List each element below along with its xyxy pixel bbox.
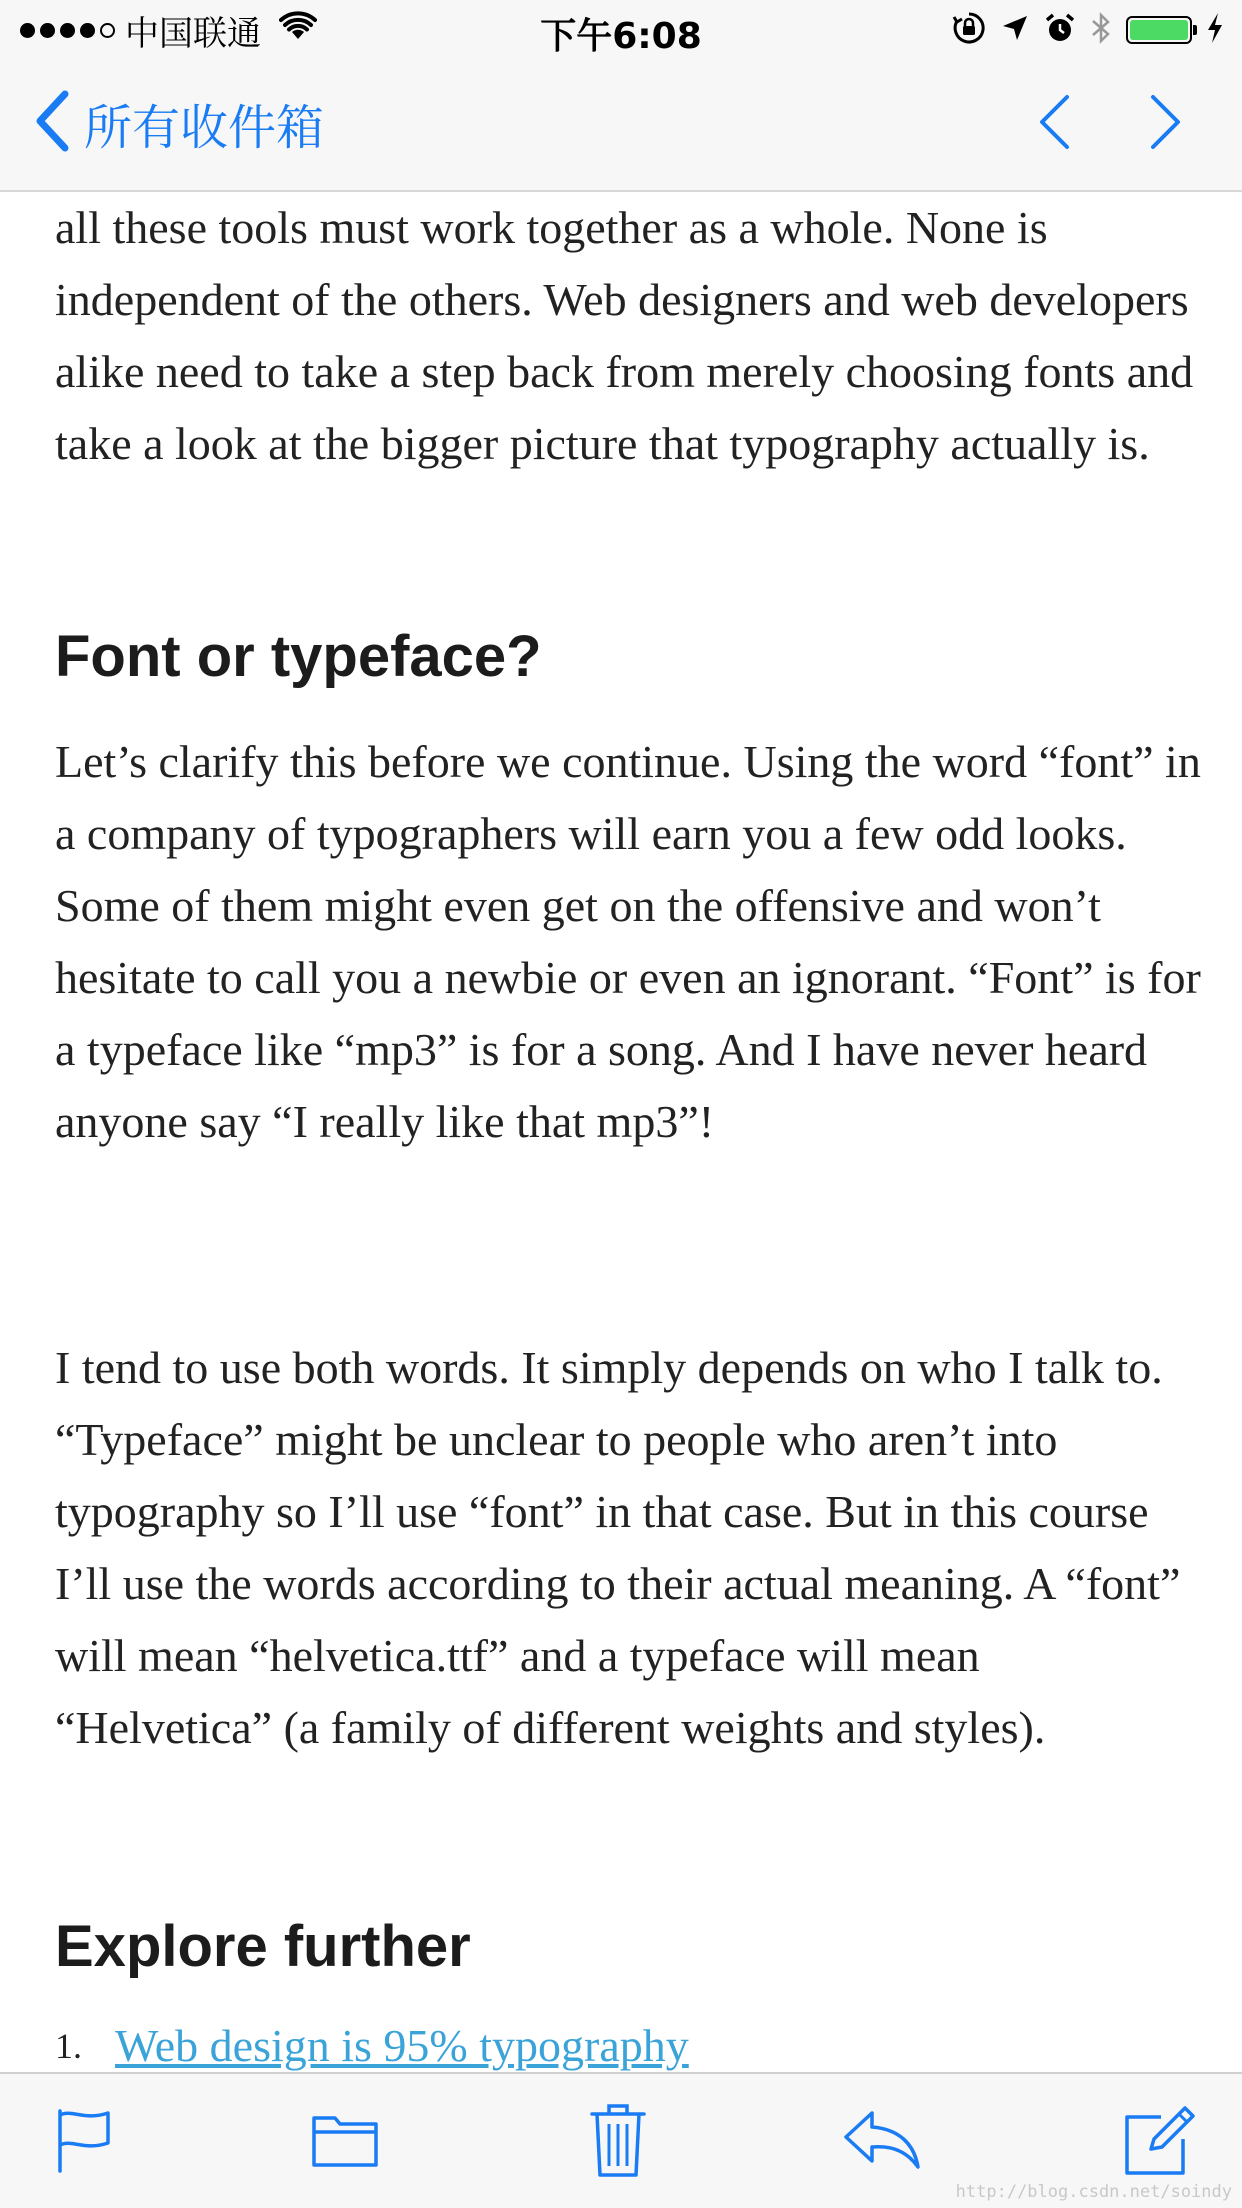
folder-icon <box>311 2112 379 2173</box>
compose-button[interactable] <box>1118 2102 1198 2182</box>
flag-icon <box>54 2107 114 2178</box>
bottom-toolbar <box>0 2072 1242 2208</box>
heading-explore-further: Explore further <box>55 1914 471 1979</box>
paragraph-word-usage: I tend to use both words. It simply depends on who I talk to. “Typeface” might be unclear to people who aren’t into typography so I’ll use “font” in that case. But in this course I’ll use the words according to their actual meaning. A “font” will mean “helvetica.ttf” and a typeface will mean “Helvetica” (a family of different weights and styles). <box>55 1342 1181 1753</box>
paragraph-intro: all these tools must work together as a whole. None is independent of the others. Web designers and web developers alike need to take a step back from merely choosing fonts and take a look at the bigger picture that typography actually is. <box>55 202 1194 469</box>
status-right <box>952 10 1224 50</box>
trash-icon <box>589 2102 647 2183</box>
message-body[interactable] <box>0 192 1242 2072</box>
chevron-left-icon <box>34 90 70 157</box>
heading-font-or-typeface: Font or typeface? <box>55 624 542 689</box>
previous-message-button[interactable] <box>1024 94 1084 154</box>
chevron-down-icon <box>1149 94 1183 155</box>
list-item <box>55 2010 689 2072</box>
navigation-bar <box>0 60 1242 192</box>
orientation-lock-icon <box>952 11 986 49</box>
carrier-name: 中国联通 <box>125 13 261 54</box>
chevron-up-icon <box>1037 94 1071 155</box>
battery-tip <box>1193 25 1197 35</box>
battery-fill <box>1130 20 1188 40</box>
reply-button[interactable] <box>842 2102 922 2182</box>
alarm-icon <box>1044 12 1076 48</box>
compose-icon <box>1121 2103 1195 2182</box>
paragraph-font-definition: Let’s clarify this before we continue. Using the word “font” in a company of typographers will earn you a few odd looks. Some of them might even get on the offensive and won’t hesitate to call you a newbie or even an ignorant. “Font” is for a typeface like “mp3” is for a song. And I have never heard anyone say “I really like that mp3”! <box>55 736 1201 1147</box>
list-item-link[interactable]: Web design is 95% typography <box>115 2020 689 2071</box>
flag-button[interactable] <box>44 2102 124 2182</box>
watermark: http://blog.csdn.net/soindy <box>955 2182 1232 2202</box>
charging-icon <box>1206 12 1224 48</box>
move-to-folder-button[interactable] <box>305 2102 385 2182</box>
status-bar <box>0 0 1242 60</box>
next-message-button[interactable] <box>1136 94 1196 154</box>
status-time: 下午6:08 <box>540 16 702 57</box>
battery-icon <box>1126 16 1192 44</box>
list-item-number: 1. <box>55 2026 82 2066</box>
trash-button[interactable] <box>578 2102 658 2182</box>
reply-icon <box>842 2109 922 2176</box>
back-button-label: 所有收件箱 <box>84 99 325 156</box>
bluetooth-icon <box>1090 11 1112 49</box>
explore-further-list <box>55 2010 689 2072</box>
back-button[interactable] <box>34 90 324 156</box>
location-icon <box>1000 13 1030 47</box>
